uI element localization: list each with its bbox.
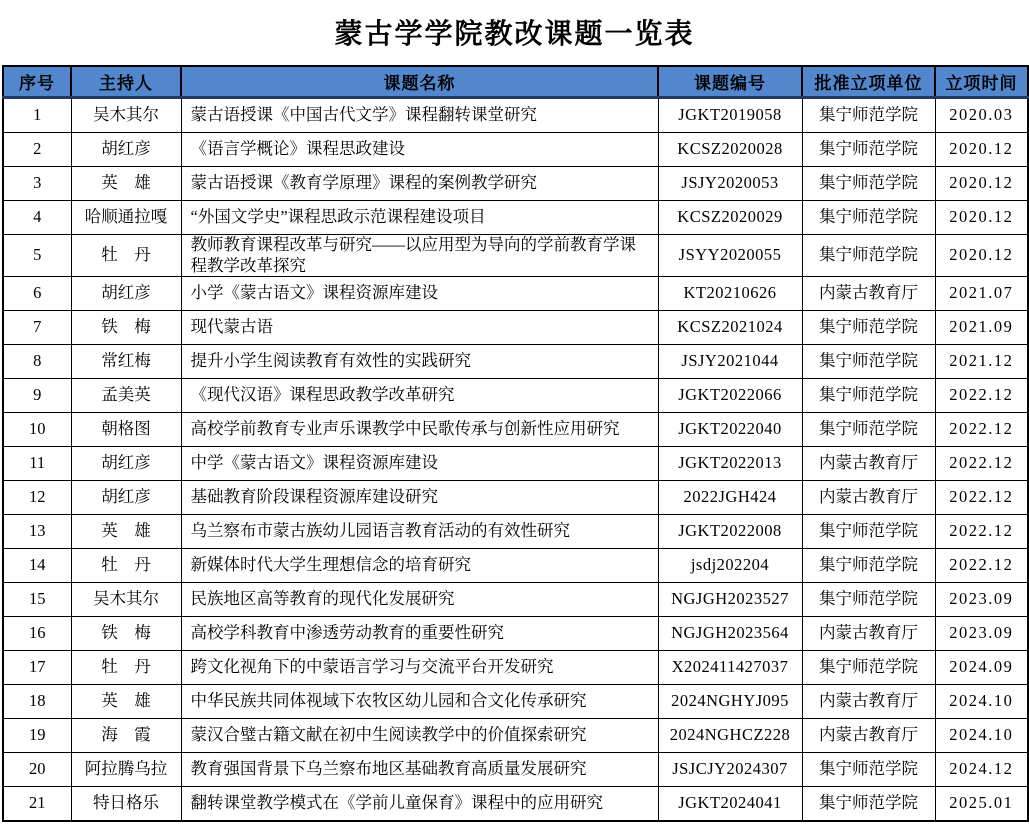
table-row <box>3 583 1028 617</box>
cell-project-code: JSJY2020053 <box>658 167 802 201</box>
cell-project-name: 小学《蒙古语文》课程资源库建设 <box>181 277 658 311</box>
cell-project-code: JGKT2022040 <box>658 413 802 447</box>
header-row <box>3 66 1028 98</box>
cell-project-name: 蒙古语授课《教育学原理》课程的案例教学研究 <box>181 167 658 201</box>
table-row <box>3 311 1028 345</box>
table-row <box>3 685 1028 719</box>
cell-approval-date: 2020.12 <box>935 133 1028 167</box>
projects-table <box>2 65 1029 822</box>
cell-host: 牡 丹 <box>71 549 181 583</box>
cell-approval-date: 2022.12 <box>935 447 1028 481</box>
cell-approving-unit: 内蒙古教育厅 <box>802 719 935 753</box>
cell-project-name: 蒙古语授课《中国古代文学》课程翻转课堂研究 <box>181 98 658 133</box>
cell-approval-date: 2025.01 <box>935 787 1028 822</box>
cell-approval-date: 2021.12 <box>935 345 1028 379</box>
cell-approval-date: 2022.12 <box>935 379 1028 413</box>
cell-project-code: KCSZ2020028 <box>658 133 802 167</box>
header-project-code: 课题编号 <box>658 66 802 98</box>
cell-seq: 11 <box>3 447 71 481</box>
table-row <box>3 651 1028 685</box>
cell-approval-date: 2021.09 <box>935 311 1028 345</box>
cell-project-code: JSJY2021044 <box>658 345 802 379</box>
cell-project-code: JGKT2022008 <box>658 515 802 549</box>
cell-approving-unit: 集宁师范学院 <box>802 787 935 822</box>
cell-host: 吴木其尔 <box>71 583 181 617</box>
cell-host: 阿拉腾乌拉 <box>71 753 181 787</box>
page-title: 蒙古学学院教改课题一览表 <box>334 19 695 50</box>
table-row <box>3 413 1028 447</box>
cell-approving-unit: 集宁师范学院 <box>802 201 935 235</box>
cell-approving-unit: 集宁师范学院 <box>802 167 935 201</box>
cell-seq: 16 <box>3 617 71 651</box>
cell-approval-date: 2022.12 <box>935 515 1028 549</box>
cell-project-name: 乌兰察布市蒙古族幼儿园语言教育活动的有效性研究 <box>181 515 658 549</box>
cell-project-name: 现代蒙古语 <box>181 311 658 345</box>
cell-approval-date: 2020.12 <box>935 167 1028 201</box>
cell-project-code: JGKT2024041 <box>658 787 802 822</box>
cell-host: 孟美英 <box>71 379 181 413</box>
cell-approving-unit: 集宁师范学院 <box>802 345 935 379</box>
table-row <box>3 753 1028 787</box>
cell-approving-unit: 集宁师范学院 <box>802 515 935 549</box>
cell-host: 胡红彦 <box>71 481 181 515</box>
cell-seq: 19 <box>3 719 71 753</box>
cell-approval-date: 2024.10 <box>935 719 1028 753</box>
cell-project-name: 民族地区高等教育的现代化发展研究 <box>181 583 658 617</box>
cell-approval-date: 2020.12 <box>935 235 1028 277</box>
table-row <box>3 447 1028 481</box>
cell-approving-unit: 集宁师范学院 <box>802 311 935 345</box>
cell-seq: 10 <box>3 413 71 447</box>
cell-host: 常红梅 <box>71 345 181 379</box>
cell-project-code: KCSZ2021024 <box>658 311 802 345</box>
cell-approval-date: 2024.09 <box>935 651 1028 685</box>
cell-approving-unit: 集宁师范学院 <box>802 651 935 685</box>
cell-host: 英 雄 <box>71 515 181 549</box>
cell-project-code: NGJGH2023564 <box>658 617 802 651</box>
header-approval-date: 立项时间 <box>935 66 1028 98</box>
cell-project-code: JGKT2022066 <box>658 379 802 413</box>
cell-seq: 13 <box>3 515 71 549</box>
cell-project-code: JGKT2022013 <box>658 447 802 481</box>
cell-project-name: 教师教育课程改革与研究——以应用型为导向的学前教育学课程教学改革探究 <box>181 235 658 277</box>
cell-project-name: 基础教育阶段课程资源库建设研究 <box>181 481 658 515</box>
cell-approval-date: 2023.09 <box>935 617 1028 651</box>
cell-approval-date: 2022.12 <box>935 549 1028 583</box>
cell-host: 胡红彦 <box>71 277 181 311</box>
cell-project-name: “外国文学史”课程思政示范课程建设项目 <box>181 201 658 235</box>
table-body <box>3 98 1028 822</box>
cell-approval-date: 2024.12 <box>935 753 1028 787</box>
cell-approving-unit: 集宁师范学院 <box>802 379 935 413</box>
table-row <box>3 549 1028 583</box>
table-row <box>3 787 1028 822</box>
cell-approving-unit: 集宁师范学院 <box>802 98 935 133</box>
cell-project-name: 中学《蒙古语文》课程资源库建设 <box>181 447 658 481</box>
cell-approval-date: 2021.07 <box>935 277 1028 311</box>
cell-seq: 14 <box>3 549 71 583</box>
cell-host: 英 雄 <box>71 685 181 719</box>
cell-host: 胡红彦 <box>71 133 181 167</box>
cell-project-code: jsdj202204 <box>658 549 802 583</box>
cell-approval-date: 2020.12 <box>935 201 1028 235</box>
cell-project-name: 高校学前教育专业声乐课教学中民歌传承与创新性应用研究 <box>181 413 658 447</box>
cell-seq: 7 <box>3 311 71 345</box>
cell-approving-unit: 集宁师范学院 <box>802 583 935 617</box>
header-project-name: 课题名称 <box>181 66 658 98</box>
table-row <box>3 235 1028 277</box>
cell-seq: 6 <box>3 277 71 311</box>
cell-seq: 12 <box>3 481 71 515</box>
cell-host: 海 霞 <box>71 719 181 753</box>
cell-seq: 4 <box>3 201 71 235</box>
cell-host: 牡 丹 <box>71 235 181 277</box>
cell-project-code: JSJCJY2024307 <box>658 753 802 787</box>
header-seq: 序号 <box>3 66 71 98</box>
cell-seq: 20 <box>3 753 71 787</box>
cell-approving-unit: 集宁师范学院 <box>802 133 935 167</box>
cell-host: 英 雄 <box>71 167 181 201</box>
cell-project-name: 新媒体时代大学生理想信念的培育研究 <box>181 549 658 583</box>
cell-approving-unit: 集宁师范学院 <box>802 549 935 583</box>
cell-approval-date: 2022.12 <box>935 413 1028 447</box>
cell-seq: 18 <box>3 685 71 719</box>
cell-seq: 5 <box>3 235 71 277</box>
cell-approval-date: 2022.12 <box>935 481 1028 515</box>
cell-approving-unit: 内蒙古教育厅 <box>802 617 935 651</box>
cell-approving-unit: 内蒙古教育厅 <box>802 481 935 515</box>
cell-project-code: X202411427037 <box>658 651 802 685</box>
cell-host: 牡 丹 <box>71 651 181 685</box>
cell-seq: 15 <box>3 583 71 617</box>
table-row <box>3 167 1028 201</box>
cell-host: 特日格乐 <box>71 787 181 822</box>
table-row <box>3 379 1028 413</box>
table-row <box>3 719 1028 753</box>
table-row <box>3 481 1028 515</box>
cell-seq: 8 <box>3 345 71 379</box>
cell-project-name: 翻转课堂教学模式在《学前儿童保育》课程中的应用研究 <box>181 787 658 822</box>
cell-approval-date: 2020.03 <box>935 98 1028 133</box>
cell-project-code: 2024NGHYJ095 <box>658 685 802 719</box>
cell-approving-unit: 集宁师范学院 <box>802 235 935 277</box>
cell-seq: 17 <box>3 651 71 685</box>
cell-project-name: 教育强国背景下乌兰察布地区基础教育高质量发展研究 <box>181 753 658 787</box>
cell-seq: 21 <box>3 787 71 822</box>
cell-approving-unit: 内蒙古教育厅 <box>802 685 935 719</box>
cell-project-code: JGKT2019058 <box>658 98 802 133</box>
cell-project-code: KCSZ2020029 <box>658 201 802 235</box>
cell-approval-date: 2024.10 <box>935 685 1028 719</box>
header-approving-unit: 批准立项单位 <box>802 66 935 98</box>
table-row <box>3 277 1028 311</box>
cell-seq: 9 <box>3 379 71 413</box>
table-row <box>3 617 1028 651</box>
cell-seq: 2 <box>3 133 71 167</box>
cell-host: 吴木其尔 <box>71 98 181 133</box>
cell-project-code: 2024NGHCZ228 <box>658 719 802 753</box>
cell-seq: 3 <box>3 167 71 201</box>
cell-project-name: 《现代汉语》课程思政教学改革研究 <box>181 379 658 413</box>
cell-host: 铁 梅 <box>71 311 181 345</box>
table-row <box>3 98 1028 133</box>
cell-project-code: JSYY2020055 <box>658 235 802 277</box>
cell-project-name: 蒙汉合璧古籍文献在初中生阅读教学中的价值探索研究 <box>181 719 658 753</box>
cell-approving-unit: 内蒙古教育厅 <box>802 447 935 481</box>
cell-seq: 1 <box>3 98 71 133</box>
table-row <box>3 201 1028 235</box>
cell-approving-unit: 集宁师范学院 <box>802 753 935 787</box>
cell-project-name: 提升小学生阅读教育有效性的实践研究 <box>181 345 658 379</box>
cell-project-name: 中华民族共同体视域下农牧区幼儿园和合文化传承研究 <box>181 685 658 719</box>
cell-project-name: 《语言学概论》课程思政建设 <box>181 133 658 167</box>
cell-project-code: KT20210626 <box>658 277 802 311</box>
cell-project-name: 跨文化视角下的中蒙语言学习与交流平台开发研究 <box>181 651 658 685</box>
cell-approving-unit: 集宁师范学院 <box>802 413 935 447</box>
cell-project-name: 高校学科教育中渗透劳动教育的重要性研究 <box>181 617 658 651</box>
cell-project-code: 2022JGH424 <box>658 481 802 515</box>
table-row <box>3 515 1028 549</box>
header-host: 主持人 <box>71 66 181 98</box>
cell-approving-unit: 内蒙古教育厅 <box>802 277 935 311</box>
cell-approval-date: 2023.09 <box>935 583 1028 617</box>
table-row <box>3 133 1028 167</box>
cell-host: 铁 梅 <box>71 617 181 651</box>
cell-host: 胡红彦 <box>71 447 181 481</box>
cell-project-code: NGJGH2023527 <box>658 583 802 617</box>
cell-host: 朝格图 <box>71 413 181 447</box>
cell-host: 哈顺通拉嘎 <box>71 201 181 235</box>
table-row <box>3 345 1028 379</box>
